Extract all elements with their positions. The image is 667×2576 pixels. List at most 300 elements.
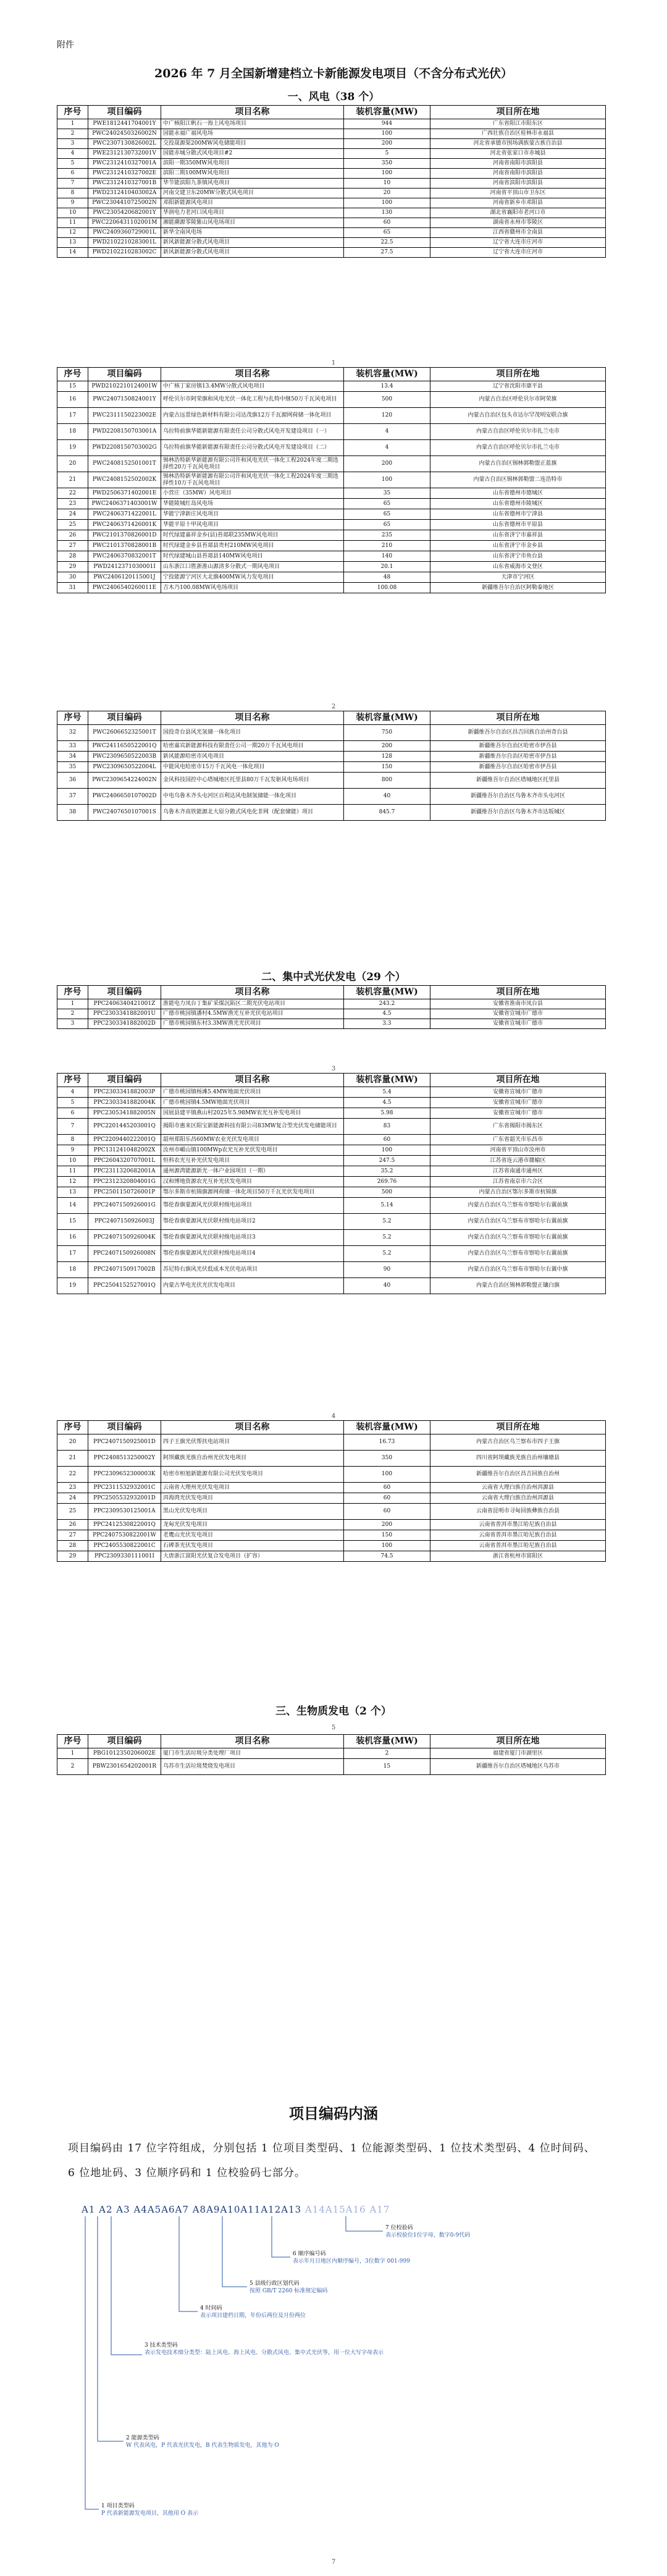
capacity-mw: 74.5 xyxy=(344,1551,430,1562)
project-name: 乌拉特前旗华能新能源有限责任公司分散式风电开发建设项目（二） xyxy=(161,440,344,456)
row-index: 2 xyxy=(57,1009,88,1019)
code-tail: A14A15A16 A17 xyxy=(304,2204,390,2215)
capacity-mw: 5.2 xyxy=(344,1246,430,1262)
project-code: PPC2201445203001Q xyxy=(88,1119,161,1135)
row-index: 30 xyxy=(57,572,88,583)
capacity-mw: 27.5 xyxy=(344,248,430,258)
project-code: PWD2506371402001E xyxy=(88,488,161,499)
column-header: 序号 xyxy=(57,711,88,725)
page-number: 1 xyxy=(331,360,336,366)
project-name: 石碑茶光伏发电项目 xyxy=(161,1541,344,1551)
capacity-mw: 845.7 xyxy=(344,805,430,821)
row-index: 28 xyxy=(57,1541,88,1551)
project-location: 河南省南阳市滨阳县 xyxy=(430,169,606,179)
row-index: 25 xyxy=(57,1504,88,1520)
annotation-sequence-code: 6 顺序编号码 表示年月日地区内顺序编号，3位数字 001-999 xyxy=(293,2251,410,2265)
project-name: 黑山光伏发电项目 xyxy=(161,1504,344,1520)
project-location: 湖北省襄阳市老河口市 xyxy=(430,208,606,218)
project-name: 时代绿建金乡县苔郯县贵村210MW风电项目 xyxy=(161,541,344,551)
project-name: 国能赤城分散式风电项目#2 xyxy=(161,149,344,159)
row-index: 24 xyxy=(57,1493,88,1504)
capacity-mw: 60 xyxy=(344,1483,430,1493)
project-code: PWD2102210283002C xyxy=(88,248,161,258)
row-index: 24 xyxy=(57,509,88,520)
column-header: 项目名称 xyxy=(161,1421,344,1434)
capacity-mw: 100.08 xyxy=(344,583,430,593)
project-name: 时代绿建城山县苔郯县140MW风电项目 xyxy=(161,551,344,562)
capacity-mw: 35.2 xyxy=(344,1166,430,1177)
project-location: 河南省南阳市滨阳县 xyxy=(430,159,606,169)
project-name: 广德市桃园镇杨滩5.4MW地面光伏项目 xyxy=(161,1087,344,1098)
project-location: 广西壮族自治区桂林市永福县 xyxy=(430,129,606,139)
capacity-mw: 350 xyxy=(344,159,430,169)
project-name: 金风科技国控中心塔城地区托里县80万千瓦发驱风电场项目 xyxy=(161,773,344,789)
project-location: 内蒙古自治区乌兰察布市察哈尔右翼前旗 xyxy=(430,1198,606,1214)
row-index: 18 xyxy=(57,1262,88,1278)
capacity-mw: 200 xyxy=(344,139,430,149)
project-code: PPC2312320804001G xyxy=(88,1177,161,1187)
project-location: 山东省济宁市金乡县 xyxy=(430,541,606,551)
project-code: PPC2407150926008N xyxy=(88,1246,161,1262)
project-code: PWC2309650522004L xyxy=(88,762,161,773)
project-code: PPC2407530822001W xyxy=(88,1530,161,1541)
column-header: 项目名称 xyxy=(161,1074,344,1087)
project-name: 云南省大理州光伏发电项目 xyxy=(161,1483,344,1493)
capacity-mw: 60 xyxy=(344,1493,430,1504)
capacity-mw: 20 xyxy=(344,189,430,198)
capacity-mw: 3.3 xyxy=(344,1019,430,1029)
capacity-mw: 128 xyxy=(344,752,430,762)
project-location: 广东省韶关市乐昌市 xyxy=(430,1135,606,1145)
project-name: 新华全南风电场 xyxy=(161,228,344,238)
project-location: 内蒙古自治区乌兰察布市四子王旗 xyxy=(430,1434,606,1451)
project-name: 鄂伦春旗蒙源风光伏联村级电站项目3 xyxy=(161,1230,344,1246)
column-header: 项目所在地 xyxy=(430,711,606,725)
column-header: 序号 xyxy=(57,1421,88,1434)
project-code: PPC2311320682001A xyxy=(88,1166,161,1177)
project-code: PPC2309530125001A xyxy=(88,1504,161,1520)
row-index: 14 xyxy=(57,1198,88,1214)
project-name: 内蒙古华电光伏光伏发电项目 xyxy=(161,1278,344,1294)
project-name: 鄂伦春旗蒙源风光伏联村级电站项目2 xyxy=(161,1214,344,1230)
project-name: 老鹰山光伏发电项目 xyxy=(161,1530,344,1541)
column-header: 项目所在地 xyxy=(430,368,606,381)
project-code: PWC2309654224002N xyxy=(88,773,161,789)
code-section-paragraph: 项目编码由 17 位字符组成，分别包括 1 位项目类型码、1 位能源类型码、1 位技术类型码、4 位时间码、6 位地址码、3 位顺序码和 1 位校验码七部分。 xyxy=(68,2142,595,2179)
project-code: PWC2101370826001D xyxy=(88,530,161,541)
row-index: 17 xyxy=(57,408,88,424)
project-location: 湖南省永州市零陵区 xyxy=(430,218,606,228)
column-header: 项目编码 xyxy=(88,1421,161,1434)
page-number: 3 xyxy=(331,1066,336,1072)
row-index: 5 xyxy=(57,1098,88,1108)
row-index: 26 xyxy=(57,1520,88,1530)
project-location: 安徽省淮南市凤台县 xyxy=(430,999,606,1009)
project-code: PWC2101370828001B xyxy=(88,541,161,551)
project-location: 辽宁省大连市庄河市 xyxy=(430,248,606,258)
page-number: 7 xyxy=(331,2559,336,2565)
column-header: 项目所在地 xyxy=(430,106,606,119)
capacity-mw: 140 xyxy=(344,551,430,562)
project-location: 浙江省杭州市富阳区 xyxy=(430,1551,606,1562)
project-location: 河北省承德市围场满族蒙古族自治县 xyxy=(430,139,606,149)
column-header: 装机容量(MW) xyxy=(344,986,430,999)
project-code: PWC2407150824001Y xyxy=(88,392,161,408)
project-location: 江苏省南京市六合区 xyxy=(430,1177,606,1187)
capacity-mw: 210 xyxy=(344,541,430,551)
project-location: 内蒙古自治区包头市达尔罕茂明安联合旗 xyxy=(430,408,606,424)
project-code: PPC2604320707001L xyxy=(88,1156,161,1166)
capacity-mw: 83 xyxy=(344,1119,430,1135)
project-name: 山东浙江口胜浙淮山源清多分散式一期风电项目 xyxy=(161,562,344,572)
project-code: PBW2301654202001R xyxy=(88,1759,161,1775)
row-index: 38 xyxy=(57,805,88,821)
project-name: 鄂伦春旗蒙源风光伏联村级电站项目4 xyxy=(161,1246,344,1262)
capacity-mw: 40 xyxy=(344,1278,430,1294)
page-number: 4 xyxy=(331,1413,336,1420)
capacity-mw: 15 xyxy=(344,1759,430,1775)
project-code: PPC2407150926001G xyxy=(88,1198,161,1214)
project-code: PWE1812441704001Y xyxy=(88,119,161,129)
project-location: 四川省阿坝藏族羌族自治州壤塘县 xyxy=(430,1451,606,1467)
project-code: PWD2102210124001W xyxy=(88,381,161,392)
capacity-mw: 4 xyxy=(344,424,430,440)
row-index: 21 xyxy=(57,1451,88,1467)
project-location: 内蒙古自治区鄂尔多斯市杭锦旗 xyxy=(430,1187,606,1198)
project-name: 汝州市嵋山镇100MWp农光互补光伏发电项目 xyxy=(161,1145,344,1156)
project-code: PPC2303341882003P xyxy=(88,1087,161,1098)
row-index: 34 xyxy=(57,752,88,762)
project-location: 山东省威海市文登区 xyxy=(430,562,606,572)
row-index: 8 xyxy=(57,1135,88,1145)
column-header: 装机容量(MW) xyxy=(344,106,430,119)
project-code: PWC2304410725002N xyxy=(88,198,161,208)
row-index: 20 xyxy=(57,456,88,472)
annotation-time-code: 4 时间码 表示项目建档日期，年份后两位及月份两位 xyxy=(200,2305,306,2319)
project-code: PPC2303341882001U xyxy=(88,1009,161,1019)
capacity-mw: 65 xyxy=(344,520,430,530)
project-name: 吉木乃100.08MW风电场项目 xyxy=(161,583,344,593)
project-name: 阿坝藏族羌族自治州光伏发电项目 xyxy=(161,1451,344,1467)
capacity-mw: 100 xyxy=(344,1541,430,1551)
project-code: PWC2402450326002N xyxy=(88,129,161,139)
project-code: PWD2412371030001I xyxy=(88,562,161,572)
row-index: 12 xyxy=(57,228,88,238)
annotation-project-type-code: 1 项目类型码 P 代表新能源发电项目，其他用 O 表示 xyxy=(101,2503,199,2517)
capacity-mw: 100 xyxy=(344,129,430,139)
project-location: 安徽省宣城市广德市 xyxy=(430,1009,606,1019)
project-code: PWC2409360729001L xyxy=(88,228,161,238)
row-index: 26 xyxy=(57,530,88,541)
project-location: 新疆维吾尔自治区哈密市伊吾县 xyxy=(430,762,606,773)
capacity-mw: 90 xyxy=(344,1262,430,1278)
project-name: 华节能滨阳九茶镇风电项目 xyxy=(161,179,344,189)
project-location: 新疆维吾尔自治区昌吉回族自治州 xyxy=(430,1467,606,1483)
project-name: 韶州郑阳乐昌60MW农业光伏发电项目 xyxy=(161,1135,344,1145)
project-location: 新疆维吾尔自治区乌鲁木齐市头屯河区 xyxy=(430,789,606,805)
row-index: 14 xyxy=(57,248,88,258)
project-name: 揭阳市惠来区阳宝新能源科技有限公司83MW复合型光伏发电储能项目 xyxy=(161,1119,344,1135)
capacity-mw: 100 xyxy=(344,1145,430,1156)
project-location: 山东省德州市德城区 xyxy=(430,488,606,499)
project-code: PWC2407650107001S xyxy=(88,805,161,821)
capacity-mw: 247.5 xyxy=(344,1156,430,1166)
capacity-mw: 100 xyxy=(344,472,430,488)
capacity-mw: 5.2 xyxy=(344,1230,430,1246)
project-name: 哈密嘉宾新能源科技有限责任公司一期20万千瓦风电项目 xyxy=(161,741,344,752)
project-location: 江苏省连云港市赣榆区 xyxy=(430,1156,606,1166)
row-index: 29 xyxy=(57,1551,88,1562)
capacity-mw: 235 xyxy=(344,530,430,541)
capacity-mw: 800 xyxy=(344,773,430,789)
project-location: 安徽省宣城市广德市 xyxy=(430,1087,606,1098)
project-code: PPC2303341882002D xyxy=(88,1019,161,1029)
row-index: 15 xyxy=(57,1214,88,1230)
project-location: 广东省揭阳市揭东区 xyxy=(430,1119,606,1135)
project-name: 华能平原十甲风电项目 xyxy=(161,520,344,530)
project-location: 福建省厦门市湖里区 xyxy=(430,1748,606,1759)
capacity-mw: 200 xyxy=(344,741,430,752)
project-name: 乌鲁木齐高铁能源北大原分散式风电化非网（配套储能）项目 xyxy=(161,805,344,821)
project-location: 安徽省宣城市广德市 xyxy=(430,1019,606,1029)
project-location: 内蒙古自治区呼伦贝尔市扎兰屯市 xyxy=(430,440,606,456)
project-name: 洱海湾光伏发电项目 xyxy=(161,1493,344,1504)
row-index: 15 xyxy=(57,381,88,392)
project-name: 滨阳二期100MW风电项目 xyxy=(161,169,344,179)
project-name: 锡林浩特新华新能源有限公司许和风电光伏一体化工程2024年度三期选择性10万千瓦风电项目 xyxy=(161,472,344,488)
column-header: 项目编码 xyxy=(88,106,161,119)
project-name: 华润电力老河口风电项目 xyxy=(161,208,344,218)
project-code: PPC2407150917002B xyxy=(88,1262,161,1278)
project-name: 小营庄（35MW）风电项目 xyxy=(161,488,344,499)
row-index: 1 xyxy=(57,999,88,1009)
project-code: PWC2406120115001J xyxy=(88,572,161,583)
project-code: PWC2406371403001W xyxy=(88,499,161,509)
document-title: 2026 年 7 月全国新增建档立卡新能源发电项目（不含分布式光伏） xyxy=(154,67,513,80)
project-name: 华能宁津新庄风电项目 xyxy=(161,509,344,520)
row-index: 11 xyxy=(57,1166,88,1177)
capacity-mw: 65 xyxy=(344,509,430,520)
project-location: 内蒙古自治区呼伦贝尔市扎兰屯市 xyxy=(430,424,606,440)
project-name: 新风新能源分散式风电项目 xyxy=(161,238,344,248)
project-name: 鄂尔多斯市杭锦旗源网荷储一体化项目50万千瓦光伏发电项目 xyxy=(161,1187,344,1198)
project-name: 国投奇台县风光氢储一体化项目 xyxy=(161,725,344,741)
project-code: PPC2505532932001D xyxy=(88,1493,161,1504)
project-name: 中能风电哈密市15万千瓦风电一体化项目 xyxy=(161,762,344,773)
project-location: 云南省大理白族自治州洱源县 xyxy=(430,1493,606,1504)
row-index: 37 xyxy=(57,789,88,805)
project-name: 滨阳一期350MW风电项目 xyxy=(161,159,344,169)
project-location: 广东省阳江市阳东区 xyxy=(430,119,606,129)
capacity-mw: 5 xyxy=(344,149,430,159)
capacity-mw: 100 xyxy=(344,198,430,208)
column-header: 序号 xyxy=(57,1074,88,1087)
column-header: 项目名称 xyxy=(161,368,344,381)
capacity-mw: 944 xyxy=(344,119,430,129)
project-location: 江苏省南通市通州区 xyxy=(430,1166,606,1177)
project-code: PPC2209440222001Q xyxy=(88,1135,161,1145)
row-index: 35 xyxy=(57,762,88,773)
row-index: 25 xyxy=(57,520,88,530)
project-location: 安徽省宣城市广德市 xyxy=(430,1108,606,1119)
project-name: 中广核丁家房镇13.4MW分散式风电项目 xyxy=(161,381,344,392)
row-index: 11 xyxy=(57,218,88,228)
project-name: 大唐浙江富阳光伏复合发电项目（扩容） xyxy=(161,1551,344,1562)
column-header: 项目名称 xyxy=(161,1735,344,1748)
project-code: PPC2305341882005N xyxy=(88,1108,161,1119)
row-index: 3 xyxy=(57,139,88,149)
column-header: 序号 xyxy=(57,106,88,119)
project-name: 苏尼特右旗风光伏低成本光伏电站项目 xyxy=(161,1262,344,1278)
project-location: 河南省平顶山市汝州市 xyxy=(430,1145,606,1156)
row-index: 6 xyxy=(57,169,88,179)
project-location: 山东省济宁市鱼台县 xyxy=(430,551,606,562)
project-location: 内蒙古自治区乌兰察布市察哈尔右翼前旗 xyxy=(430,1230,606,1246)
project-location: 内蒙古自治区锡林郭勒盟正蓝旗 xyxy=(430,456,606,472)
capacity-mw: 100 xyxy=(344,169,430,179)
row-index: 28 xyxy=(57,551,88,562)
project-location: 新疆维吾尔自治区哈密市伊吾县 xyxy=(430,741,606,752)
project-name: 通州源湾能源新光一体户业园项目（一期） xyxy=(161,1166,344,1177)
project-name: 河南交建卫东20MW分散式风电项目 xyxy=(161,189,344,198)
project-name: 呼伦贝尔市阿荣旗和风电光伏一体化工程与扎特中继50万千瓦风电项目 xyxy=(161,392,344,408)
capacity-mw: 10 xyxy=(344,179,430,189)
column-header: 项目编码 xyxy=(88,711,161,725)
code-section-title: 项目编码内涵 xyxy=(289,2104,378,2122)
section-bio-heading: 三、生物质发电（2 个） xyxy=(275,1705,392,1718)
project-code: PWC2307130826002L xyxy=(88,139,161,149)
project-code: PPC2504152527001Q xyxy=(88,1278,161,1294)
row-index: 31 xyxy=(57,583,88,593)
row-index: 13 xyxy=(57,1187,88,1198)
capacity-mw: 500 xyxy=(344,392,430,408)
project-code: PWC2312410327002E xyxy=(88,169,161,179)
column-header: 项目编码 xyxy=(88,1735,161,1748)
project-location: 云南省昆明市寻甸回族彝族自治县 xyxy=(430,1504,606,1520)
project-code: PWC2309650522003B xyxy=(88,752,161,762)
column-header: 项目所在地 xyxy=(430,1735,606,1748)
column-header: 装机容量(MW) xyxy=(344,1074,430,1087)
project-location: 新疆维吾尔自治区塔城地区乌苏市 xyxy=(430,1759,606,1775)
row-index: 1 xyxy=(57,119,88,129)
project-location: 内蒙古自治区锡林郭勒盟二连浩特市 xyxy=(430,472,606,488)
column-header: 项目名称 xyxy=(161,711,344,725)
row-index: 22 xyxy=(57,488,88,499)
project-name: 新风能源哈密市风电项目 xyxy=(161,752,344,762)
column-header: 装机容量(MW) xyxy=(344,368,430,381)
capacity-mw: 200 xyxy=(344,1520,430,1530)
row-index: 5 xyxy=(57,159,88,169)
capacity-mw: 150 xyxy=(344,762,430,773)
row-index: 29 xyxy=(57,562,88,572)
capacity-mw: 2 xyxy=(344,1748,430,1759)
row-index: 9 xyxy=(57,198,88,208)
project-location: 内蒙古自治区乌兰察布市察哈尔右翼前旗 xyxy=(430,1246,606,1262)
project-location: 天津市宁河区 xyxy=(430,572,606,583)
project-code: PWD2208150703002G xyxy=(88,440,161,456)
project-location: 河南省新乡市邓阳县 xyxy=(430,198,606,208)
project-code: PPC2405530822001C xyxy=(88,1541,161,1551)
project-code: PWD2208150703001A xyxy=(88,424,161,440)
project-code: PWE2312130732001V xyxy=(88,149,161,159)
project-name: 邓阳新能源风电项目 xyxy=(161,198,344,208)
capacity-mw: 40 xyxy=(344,789,430,805)
project-name: 湘能潮源零陵紫山风电场项目 xyxy=(161,218,344,228)
annotation-energy-code: 2 能源类型码 W 代表风电，P 代表光伏发电，B 代表生物质发电，其他为 O xyxy=(126,2435,279,2449)
project-code: PBG1012350206002E xyxy=(88,1748,161,1759)
row-index: 13 xyxy=(57,238,88,248)
capacity-mw: 65 xyxy=(344,499,430,509)
capacity-mw: 269.76 xyxy=(344,1177,430,1187)
capacity-mw: 200 xyxy=(344,456,430,472)
capacity-mw: 65 xyxy=(344,228,430,238)
project-name: 交投晟源渠200MW风电储能项目 xyxy=(161,139,344,149)
project-name: 恒科农光互补光伏发电项目 xyxy=(161,1156,344,1166)
project-name: 四子王旗光伏帮扶电站项目 xyxy=(161,1434,344,1451)
capacity-mw: 130 xyxy=(344,208,430,218)
row-index: 27 xyxy=(57,541,88,551)
project-name: 广德市桃园镇东村3.3MW渔光光伏项目 xyxy=(161,1019,344,1029)
row-index: 6 xyxy=(57,1108,88,1119)
project-name: 中广核阳江帆石一海上风电场项目 xyxy=(161,119,344,129)
row-index: 2 xyxy=(57,129,88,139)
column-header: 序号 xyxy=(57,1735,88,1748)
project-code: PWC2406371422001L xyxy=(88,509,161,520)
row-index: 18 xyxy=(57,424,88,440)
project-name: 淮能电力凤台丁集矿采煤沉陷区二期光伏电站项目 xyxy=(161,999,344,1009)
project-code: PWC2408152502002K xyxy=(88,472,161,488)
project-name: 龙甸光伏发电项目 xyxy=(161,1520,344,1530)
project-code: PWC2406370832001T xyxy=(88,551,161,562)
column-header: 项目编码 xyxy=(88,368,161,381)
capacity-mw: 4.5 xyxy=(344,1009,430,1019)
capacity-mw: 4 xyxy=(344,440,430,456)
project-location: 山东省德州市宁津县 xyxy=(430,509,606,520)
row-index: 36 xyxy=(57,773,88,789)
project-name: 锡林浩特新华新能源有限公司许和风电光伏一体化工程2024年度二期选择性20万千瓦风电项目 xyxy=(161,456,344,472)
capacity-mw: 4.5 xyxy=(344,1098,430,1108)
capacity-mw: 750 xyxy=(344,725,430,741)
page-number: 2 xyxy=(331,703,336,710)
project-code: PWC2406540260011E xyxy=(88,583,161,593)
project-code: PPC2407150925001D xyxy=(88,1434,161,1451)
project-location: 安徽省宣城市广德市 xyxy=(430,1098,606,1108)
row-index: 10 xyxy=(57,208,88,218)
project-name: 乌苏市生活垃圾焚烧发电项目 xyxy=(161,1759,344,1775)
capacity-mw: 60 xyxy=(344,1504,430,1520)
capacity-mw: 60 xyxy=(344,218,430,228)
project-name: 哈密市桓旭新能源有限公司光伏发电项目 xyxy=(161,1467,344,1483)
capacity-mw: 13.4 xyxy=(344,381,430,392)
project-location: 山东省德州市平原县 xyxy=(430,520,606,530)
project-code: PWC2206431102001M xyxy=(88,218,161,228)
project-name: 时代绿建嘉祥金乡(县)苔郯联235MW风电项目 xyxy=(161,530,344,541)
project-location: 辽宁省沈阳市康平县 xyxy=(430,381,606,392)
project-location: 云南省大理白族自治州洱源县 xyxy=(430,1483,606,1493)
column-header: 装机容量(MW) xyxy=(344,1421,430,1434)
capacity-mw: 243.2 xyxy=(344,999,430,1009)
row-index: 3 xyxy=(57,1019,88,1029)
row-index: 12 xyxy=(57,1177,88,1187)
project-name: 新风新能源分散式风电项目 xyxy=(161,248,344,258)
annotation-check-code: 7 位校验码 表示校验位1位字母，数字0-9代码 xyxy=(385,2225,471,2239)
project-name: 汉和博地资源农光互补光伏发电项目 xyxy=(161,1177,344,1187)
project-code: PPC2501150726001P xyxy=(88,1187,161,1198)
project-code: PWC2305420682001Y xyxy=(88,208,161,218)
annotation-region-code: 5 县级行政区划代码 按照 GB/T 2260 标准规定编码 xyxy=(250,2281,328,2294)
section-solar-heading: 二、集中式光伏发电（29 个） xyxy=(261,971,406,983)
row-index: 8 xyxy=(57,189,88,198)
